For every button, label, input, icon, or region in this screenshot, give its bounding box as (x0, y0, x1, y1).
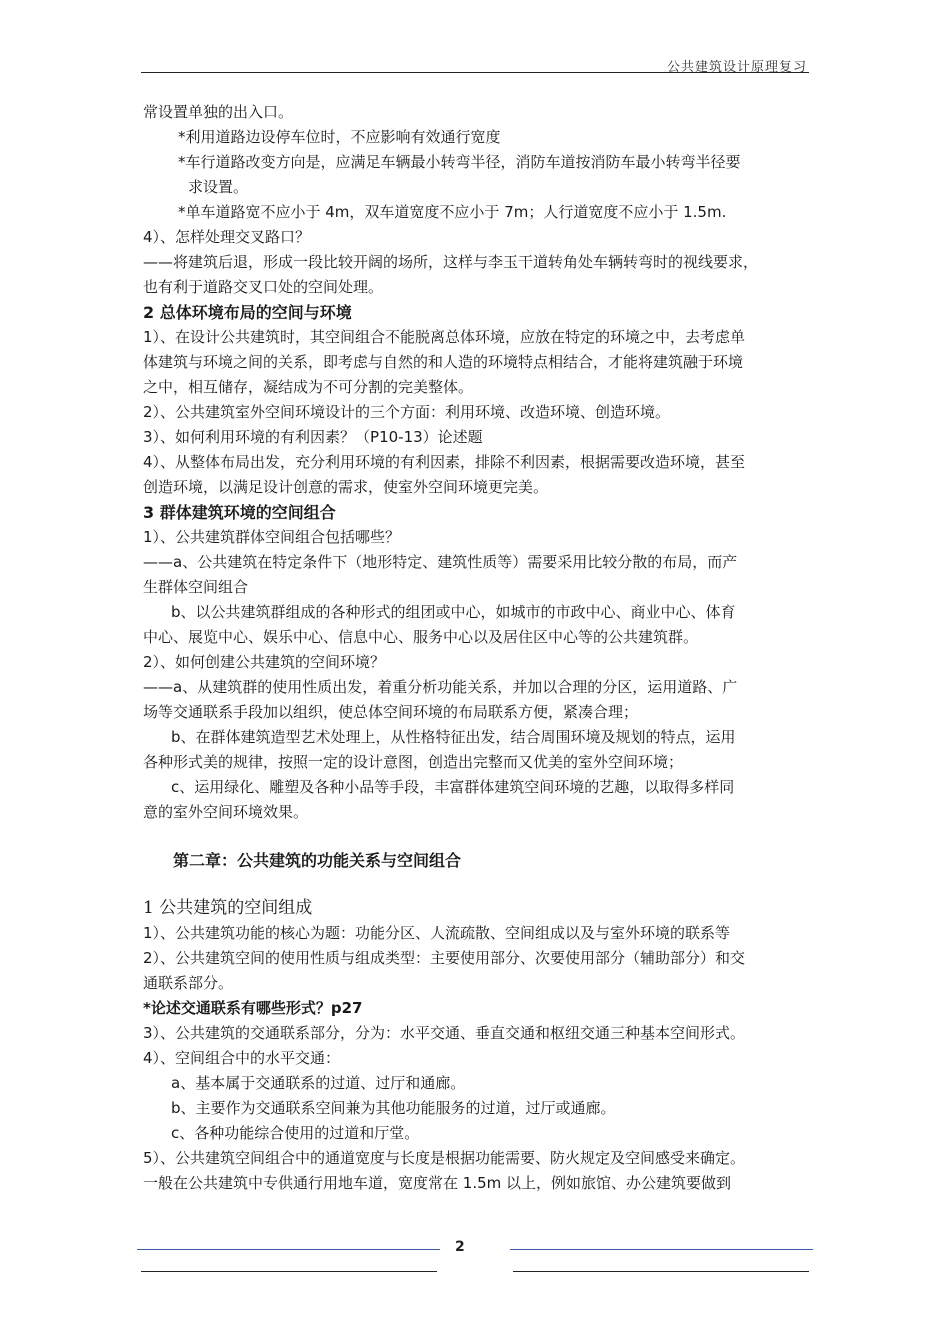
text-line: 4）、空间组合中的水平交通： (143, 1049, 341, 1067)
text-line: 2）、公共建筑室外空间环境设计的三个方面：利用环境、改造环境、创造环境。 (143, 403, 671, 421)
answer-line: 中心、展览中心、娱乐中心、信息中心、服务中心以及居住区中心等的公共建筑群。 (143, 628, 699, 646)
text-line: 4）、从整体布局出发，充分利用环境的有利因素，排除不利因素，根据需要改造环境，甚至 (143, 453, 746, 471)
answer-line: ——将建筑后退，形成一段比较开阔的场所，这样与李玉干道转角处车辆转弯时的视线要求， (143, 253, 759, 271)
text-line: 通联系部分。 (143, 974, 234, 992)
footer-rule (513, 1271, 809, 1272)
answer-line: b、以公共建筑群组成的各种形式的组团或中心，如城市的市政中心、商业中心、体育 (171, 603, 736, 621)
list-item: c、各种功能综合使用的过道和厅堂。 (171, 1124, 420, 1142)
question-line: 1）、公共建筑群体空间组合包括哪些？ (143, 528, 401, 546)
spacer (143, 825, 813, 848)
answer-line: 生群体空间组合 (143, 578, 249, 596)
bullet-continuation: 求设置。 (188, 178, 249, 196)
text-line: 5）、公共建筑空间组合中的通道宽度与长度是根据功能需要、防火规定及空间感受来确定。 (143, 1149, 746, 1167)
footer-rule-blue (137, 1249, 440, 1250)
section-heading: 3 群体建筑环境的空间组合 (143, 503, 336, 522)
text-line: 2）、公共建筑空间的使用性质与组成类型：主要使用部分、次要使用部分（辅助部分）和交 (143, 949, 746, 967)
bullet-line: *车行道路改变方向是，应满足车辆最小转弯半径，消防车道按消防车最小转弯半径要 (178, 153, 741, 171)
answer-line: c、运用绿化、雕塑及各种小品等手段，丰富群体建筑空间环境的艺趣，以取得多样同 (171, 778, 735, 796)
text-line: 常设置单独的出入口。 (143, 103, 294, 121)
page-number: 2 (455, 1239, 465, 1255)
text-line: 一般在公共建筑中专供通行用地车道，宽度常在 1.5m 以上，例如旅馆、办公建筑要做到 (143, 1174, 732, 1192)
answer-line: 各种形式美的规律，按照一定的设计意图，创造出完整而又优美的室外空间环境； (143, 753, 684, 771)
section-heading: 2 总体环境布局的空间与环境 (143, 303, 352, 322)
text-line: 3）、如何利用环境的有利因素？（P10-13）论述题 (143, 428, 483, 446)
header-rule (141, 72, 809, 73)
text-line: 创造环境，以满足设计创意的需求，使室外空间环境更完美。 (143, 478, 549, 496)
chapter-title: 第二章：公共建筑的功能关系与空间组合 (173, 851, 462, 870)
question-line: 4）、怎样处理交叉路口？ (143, 228, 311, 246)
footer-rule-blue (510, 1249, 813, 1250)
text-line: 1）、在设计公共建筑时，其空间组合不能脱离总体环境，应放在特定的环境之中，去考虑单 (143, 328, 746, 346)
answer-line: 也有利于道路交叉口处的空间处理。 (143, 278, 384, 296)
header-title: 公共建筑设计原理复习 (666, 60, 807, 75)
spacer (143, 874, 813, 895)
text-line: 之中，相互储存，凝结成为不可分割的完美整体。 (143, 378, 474, 396)
answer-line: ——a、公共建筑在特定条件下（地形特定、建筑性质等）需要采用比较分散的布局，而产 (143, 553, 738, 571)
bullet-line: *利用道路边设停车位时，不应影响有效通行宽度 (178, 128, 501, 146)
document-body (143, 100, 813, 1196)
answer-line: 场等交通联系手段加以组织，使总体空间环境的布局联系方便，紧凑合理； (143, 703, 639, 721)
text-line: 1）、公共建筑功能的核心为题：功能分区、人流疏散、空间组成以及与室外环境的联系等 (143, 924, 731, 942)
list-item: a、基本属于交通联系的过道、过厅和通廊。 (171, 1074, 466, 1092)
list-item: b、主要作为交通联系空间兼为其他功能服务的过道，过厅或通廊。 (171, 1099, 616, 1117)
answer-line: b、在群体建筑造型艺术处理上，从性格特征出发，结合周围环境及规划的特点，运用 (171, 728, 736, 746)
footer-rule (141, 1271, 437, 1272)
question-line: 2）、如何创建公共建筑的空间环境？ (143, 653, 386, 671)
section-heading: 1 公共建筑的空间组成 (143, 898, 313, 918)
bullet-line: *单车道路宽不应小于 4m，双车道宽度不应小于 7m；人行道宽度不应小于 1.5m. (178, 203, 727, 221)
essay-question: *论述交通联系有哪些形式？p27 (143, 999, 363, 1017)
text-line: 3）、公共建筑的交通联系部分，分为：水平交通、垂直交通和枢纽交通三种基本空间形式。 (143, 1024, 746, 1042)
text-line: 体建筑与环境之间的关系，即考虑与自然的和人造的环境特点相结合，才能将建筑融于环境 (143, 353, 744, 371)
answer-line: 意的室外空间环境效果。 (143, 803, 309, 821)
answer-line: ——a、从建筑群的使用性质出发，着重分析功能关系，并加以合理的分区，运用道路、广 (143, 678, 738, 696)
